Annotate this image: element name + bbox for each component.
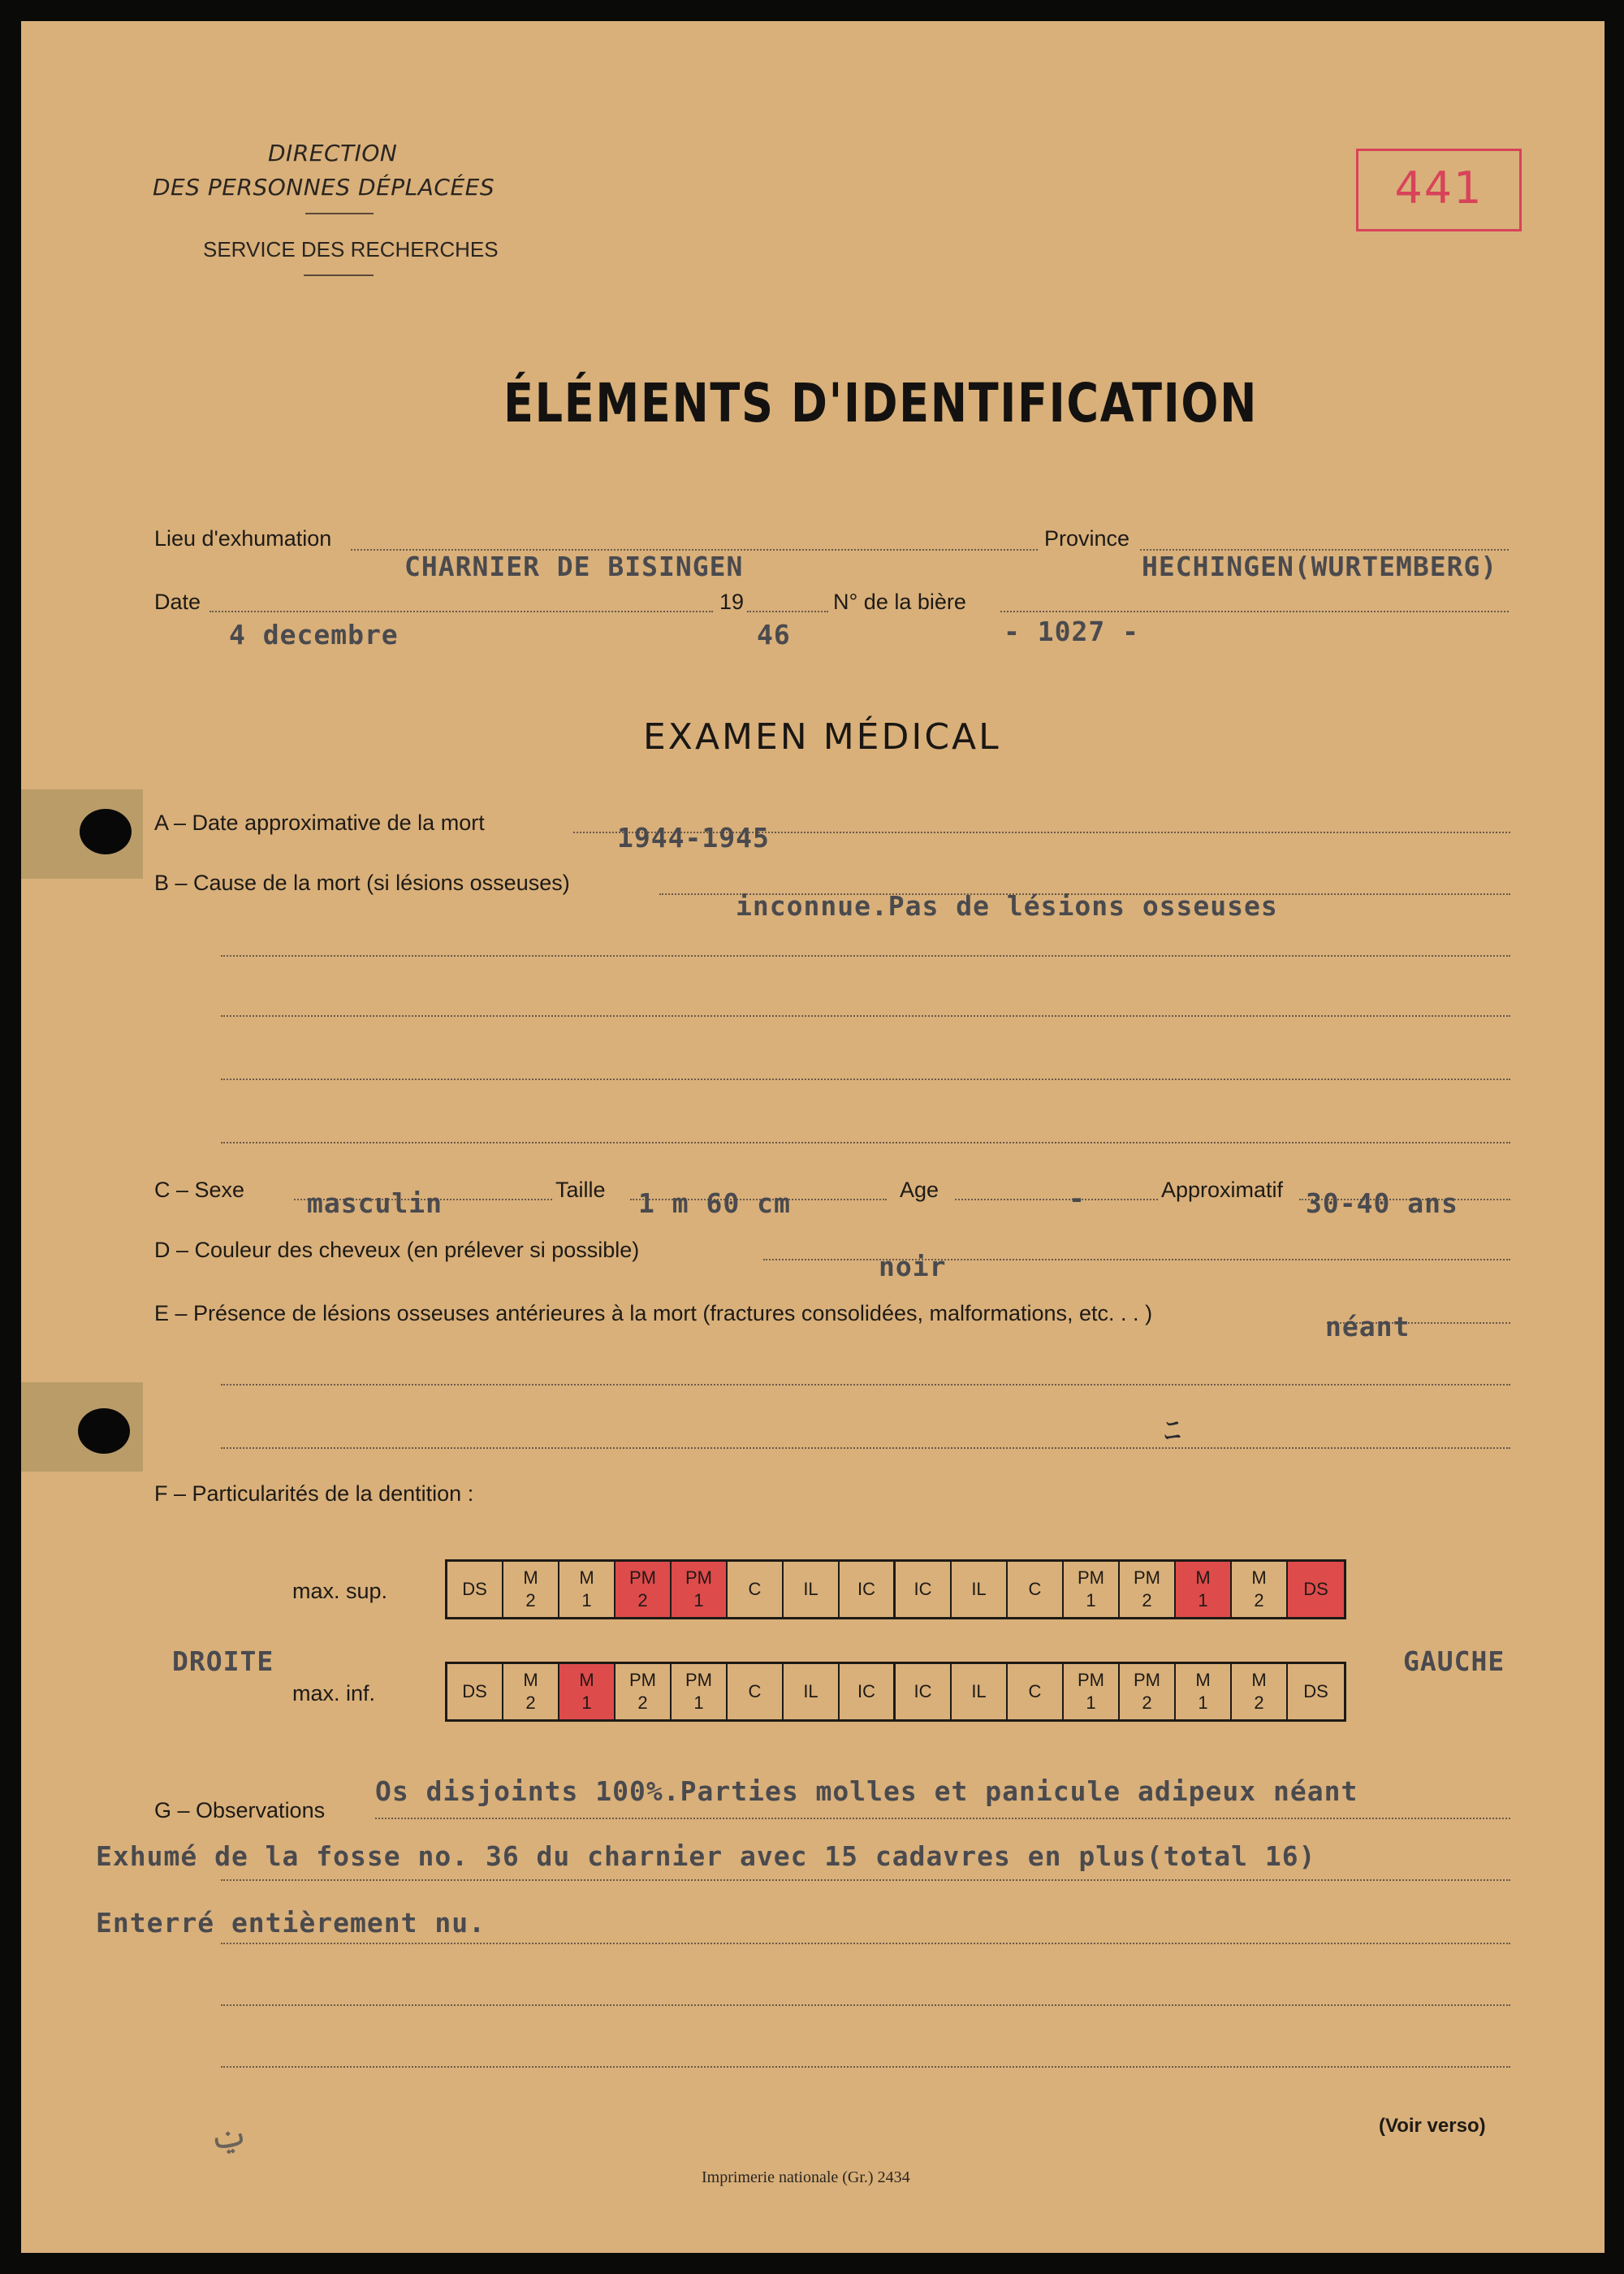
- tooth-number: 2: [637, 1590, 648, 1610]
- document-title: ÉLÉMENTS D'IDENTIFICATION: [503, 372, 1259, 434]
- item-a-value: 1944-1945: [617, 822, 770, 854]
- item-a-label: A – Date approximative de la mort: [154, 811, 485, 835]
- item-b-line-2: [221, 955, 1510, 957]
- tooth-label: M: [523, 1567, 538, 1588]
- obs-line-2: Exhumé de la fosse no. 36 du charnier avec 15 cadavres en plus(total 16): [96, 1840, 1316, 1872]
- tooth-sup-16: [1288, 1562, 1344, 1617]
- tooth-sup-7: [784, 1562, 840, 1617]
- header-direction: DIRECTION: [268, 140, 398, 166]
- item-e-value: néant: [1325, 1311, 1410, 1342]
- tooth-label: M: [1195, 1670, 1211, 1690]
- tooth-label: PM: [685, 1670, 712, 1690]
- tooth-label: DS: [462, 1681, 487, 1701]
- tooth-label: PM: [685, 1567, 712, 1588]
- obs-dots-1: [375, 1818, 1510, 1819]
- header-rule: [305, 213, 374, 214]
- tooth-inf-5: [672, 1664, 728, 1719]
- tooth-number: 2: [1254, 1693, 1264, 1713]
- age-label: Age: [900, 1178, 939, 1202]
- tooth-label: IL: [971, 1681, 987, 1701]
- max-sup-label: max. sup.: [292, 1579, 388, 1603]
- ink-squiggle: ﾆ: [1164, 1412, 1181, 1450]
- lieu-label: Lieu d'exhumation: [154, 526, 332, 551]
- section-title: EXAMEN MÉDICAL: [643, 716, 1001, 758]
- tooth-inf-16: [1288, 1664, 1344, 1719]
- tooth-sup-8: [840, 1562, 896, 1617]
- tooth-sup-14: [1176, 1562, 1232, 1617]
- date-value: 4 decembre: [229, 619, 399, 651]
- sexe-value: masculin: [307, 1187, 443, 1219]
- tooth-label: M: [579, 1670, 594, 1690]
- header-rule-bottom: [304, 275, 374, 276]
- tooth-number: 2: [525, 1693, 536, 1713]
- tooth-inf-6: [728, 1664, 784, 1719]
- tooth-label: IC: [857, 1579, 875, 1599]
- approx-value: 30-40 ans: [1306, 1187, 1458, 1219]
- tooth-label: C: [1028, 1579, 1042, 1599]
- tooth-sup-2: [503, 1562, 559, 1617]
- tooth-inf-13: [1120, 1664, 1176, 1719]
- date-label: Date: [154, 590, 201, 614]
- dentition-upper-chart: [445, 1559, 1346, 1619]
- tooth-label: C: [748, 1681, 762, 1701]
- tooth-label: M: [579, 1567, 594, 1588]
- tooth-number: 2: [637, 1693, 648, 1713]
- tooth-number: 2: [1142, 1590, 1152, 1610]
- tooth-inf-9: [896, 1664, 952, 1719]
- tooth-sup-13: [1120, 1562, 1176, 1617]
- tooth-label: M: [1195, 1567, 1211, 1588]
- tooth-number: 1: [693, 1590, 704, 1610]
- tooth-number: 2: [525, 1590, 536, 1610]
- tooth-inf-8: [840, 1664, 896, 1719]
- item-b-line-4: [221, 1079, 1510, 1080]
- tooth-label: IC: [857, 1681, 875, 1701]
- gauche-label: GAUCHE: [1403, 1645, 1505, 1677]
- tooth-inf-10: [952, 1664, 1008, 1719]
- tooth-label: DS: [1303, 1681, 1328, 1701]
- tooth-label: PM: [1078, 1567, 1104, 1588]
- tooth-label: IL: [803, 1579, 818, 1599]
- item-e-line-3: [221, 1447, 1510, 1449]
- tooth-label: PM: [629, 1670, 656, 1690]
- year-prefix: 19: [719, 590, 745, 614]
- tooth-inf-12: [1064, 1664, 1120, 1719]
- item-e-label: E – Présence de lésions osseuses antérieures à la mort (fractures consolidées, malformations, etc. . . ): [154, 1301, 1153, 1325]
- tooth-inf-4: [615, 1664, 672, 1719]
- obs-dots-2: [221, 1879, 1510, 1881]
- tooth-inf-3: [559, 1664, 615, 1719]
- max-inf-label: max. inf.: [292, 1681, 376, 1706]
- tooth-label: IC: [914, 1681, 932, 1701]
- tooth-sup-3: [559, 1562, 615, 1617]
- tooth-number: 1: [581, 1693, 592, 1713]
- obs-dots-4: [221, 2004, 1510, 2006]
- item-b-value: inconnue.Pas de lésions osseuses: [736, 890, 1278, 922]
- tooth-inf-7: [784, 1664, 840, 1719]
- tooth-label: PM: [1078, 1670, 1104, 1690]
- province-value: HECHINGEN(WURTEMBERG): [1142, 551, 1498, 582]
- year-value: 46: [757, 619, 791, 651]
- tooth-label: IC: [914, 1579, 932, 1599]
- tooth-sup-5: [672, 1562, 728, 1617]
- item-f-label: F – Particularités de la dentition :: [154, 1481, 474, 1506]
- tooth-label: PM: [629, 1567, 656, 1588]
- tooth-inf-11: [1008, 1664, 1064, 1719]
- header-service: SERVICE DES RECHERCHES: [203, 237, 499, 262]
- punch-hole-top: [80, 809, 132, 854]
- item-e-line-2: [221, 1384, 1510, 1386]
- tooth-label: C: [748, 1579, 762, 1599]
- voir-verso: (Voir verso): [1379, 2115, 1486, 2137]
- dentition-lower-chart: [445, 1662, 1346, 1722]
- year-dots: [747, 611, 828, 612]
- tooth-inf-1: [447, 1664, 503, 1719]
- tooth-sup-12: [1064, 1562, 1120, 1617]
- tooth-inf-14: [1176, 1664, 1232, 1719]
- tooth-sup-9: [896, 1562, 952, 1617]
- date-dots: [209, 611, 713, 612]
- droite-label: DROITE: [172, 1645, 274, 1677]
- reference-number-stamp: 441: [1356, 149, 1522, 231]
- printer-imprint: Imprimerie nationale (Gr.) 2434: [702, 2168, 910, 2186]
- tooth-sup-15: [1232, 1562, 1288, 1617]
- item-b-line-5: [221, 1142, 1510, 1143]
- tooth-sup-4: [615, 1562, 672, 1617]
- taille-label: Taille: [555, 1178, 606, 1202]
- item-b-line-3: [221, 1015, 1510, 1017]
- tooth-number: 1: [1198, 1590, 1208, 1610]
- tooth-label: PM: [1134, 1670, 1160, 1690]
- age-dots: [955, 1199, 1158, 1200]
- tooth-sup-1: [447, 1562, 503, 1617]
- tooth-inf-2: [503, 1664, 559, 1719]
- tooth-label: PM: [1134, 1567, 1160, 1588]
- item-d-value: noir: [879, 1251, 947, 1282]
- tooth-number: 1: [581, 1590, 592, 1610]
- obs-line-1: Os disjoints 100%.Parties molles et panicule adipeux néant: [375, 1775, 1358, 1807]
- approx-label: Approximatif: [1161, 1178, 1284, 1202]
- tooth-number: 1: [1198, 1693, 1208, 1713]
- tooth-label: IL: [971, 1579, 987, 1599]
- obs-line-3: Enterré entièrement nu.: [96, 1907, 486, 1939]
- taille-value: 1 m 60 cm: [638, 1187, 791, 1219]
- tooth-number: 1: [693, 1693, 704, 1713]
- punch-hole-bottom: [78, 1408, 130, 1454]
- tooth-sup-10: [952, 1562, 1008, 1617]
- tooth-label: IL: [803, 1681, 818, 1701]
- tooth-label: M: [1251, 1670, 1267, 1690]
- tooth-label: DS: [1303, 1579, 1328, 1599]
- item-g-label: G – Observations: [154, 1798, 326, 1822]
- tooth-number: 2: [1142, 1693, 1152, 1713]
- tooth-label: M: [523, 1670, 538, 1690]
- item-b-label: B – Cause de la mort (si lésions osseuses): [154, 871, 570, 895]
- tooth-label: C: [1028, 1681, 1042, 1701]
- tooth-number: 1: [1086, 1590, 1096, 1610]
- header-personnes-deplacees: DES PERSONNES DÉPLACÉES: [153, 174, 495, 201]
- age-value: -: [1069, 1182, 1086, 1214]
- biere-label: N° de la bière: [833, 590, 966, 614]
- biere-value: - 1027 -: [1004, 616, 1139, 647]
- biere-dots: [1000, 611, 1509, 612]
- tooth-label: M: [1251, 1567, 1267, 1588]
- item-d-dots: [763, 1259, 1510, 1260]
- item-d-label: D – Couleur des cheveux (en prélever si possible): [154, 1238, 640, 1262]
- tooth-inf-15: [1232, 1664, 1288, 1719]
- province-label: Province: [1044, 526, 1130, 551]
- obs-dots-5: [221, 2066, 1510, 2068]
- tooth-number: 2: [1254, 1590, 1264, 1610]
- obs-dots-3: [221, 1943, 1510, 1944]
- tooth-sup-11: [1008, 1562, 1064, 1617]
- tooth-sup-6: [728, 1562, 784, 1617]
- lieu-value: CHARNIER DE BISINGEN: [404, 551, 744, 582]
- tooth-label: DS: [462, 1579, 487, 1599]
- tooth-number: 1: [1086, 1693, 1096, 1713]
- item-c-label: C – Sexe: [154, 1178, 245, 1202]
- pencil-mark: ݔ: [206, 2115, 251, 2159]
